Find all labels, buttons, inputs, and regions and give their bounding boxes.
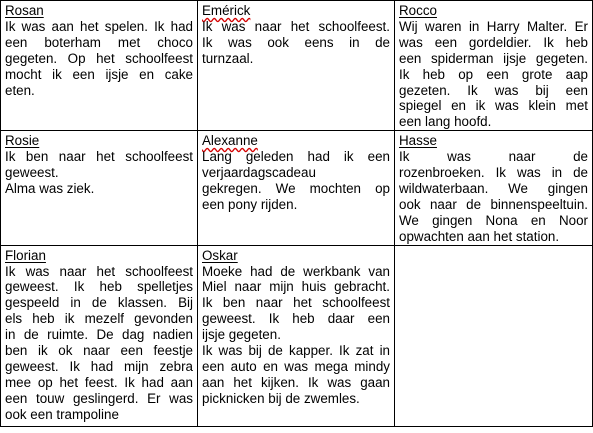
story-line: Ik ben naar het schoolfeest: [5, 149, 193, 165]
table-row: [1, 1, 593, 131]
story-line: Ik was naar het schoolfeest.: [202, 18, 390, 34]
story-line: Ik ben naar het schoolfeest: [202, 295, 390, 311]
story-line: geweest. Ik heb spelletjes: [5, 279, 193, 295]
story-line: spiegel en ik was klein met: [399, 98, 588, 114]
table-row: [1, 131, 593, 245]
story-line: ijsje gegeten.: [202, 327, 281, 343]
story-line: aan het kijken. Ik was gaan: [202, 374, 390, 390]
child-name: Rosan: [5, 3, 44, 18]
story-line: Ik heb op een grote aap: [399, 66, 588, 82]
story-line: in de ruimte. De dag nadien: [5, 327, 193, 343]
story-line: gegeten. Op het schoolfeest: [5, 50, 193, 66]
story-line: Ik was naar de: [399, 149, 588, 165]
story-cell-oskar: [198, 245, 395, 426]
story-text: [5, 19, 193, 99]
story-cell-florian: [1, 245, 198, 426]
story-line: turnzaal.: [202, 50, 254, 66]
story-cell-rocco: [395, 1, 593, 131]
story-line: opwachten aan het station.: [399, 228, 560, 244]
story-line: We gingen Nona en Noor: [399, 212, 588, 228]
story-line: Ik was aan het spelen. Ik had: [5, 18, 193, 34]
child-name: Oskar: [202, 247, 238, 263]
story-line: geweest. Ik heb daar een: [202, 311, 390, 327]
story-text: [202, 149, 390, 213]
story-text: [202, 264, 390, 407]
story-line: mee op het feest. Ik had aan: [5, 374, 193, 390]
story-line: Ik was bij de kapper. Ik zat in: [202, 343, 390, 359]
story-line: Wij waren in Harry Malter. Er: [399, 18, 588, 34]
story-line: Miel naar mijn huis gebracht.: [202, 279, 390, 295]
story-line: een boterham met choco: [5, 34, 193, 50]
story-line: gezeten. Ik was bij een: [399, 82, 588, 98]
story-text: [5, 149, 193, 197]
story-line: ook een trampoline: [5, 406, 119, 422]
story-line: gekregen. We mochten op: [202, 180, 390, 196]
story-line: een touw geslingerd. Er was: [5, 390, 193, 406]
story-line: Ik was ook eens in de: [202, 34, 390, 50]
story-line: Alma was ziek.: [5, 180, 95, 196]
story-line: Lang geleden had ik een: [202, 149, 390, 165]
story-text: [399, 19, 588, 130]
story-line: mocht ik een ijsje en cake: [5, 66, 193, 82]
story-text: [5, 264, 193, 423]
story-line: een pony rijden.: [202, 196, 298, 212]
story-line: els heb ik mezelf gevonden: [5, 311, 193, 327]
story-line: rozenbroeken. Ik was in de: [399, 165, 588, 181]
story-line: ben ik ok naar een feestje: [5, 343, 193, 359]
story-line: Ik was naar het schoolfeest: [5, 263, 193, 279]
story-line: gespeeld in de klassen. Bij: [5, 295, 193, 311]
table-row: [1, 245, 593, 426]
story-cell-emerick: [198, 1, 395, 131]
story-line: een lang hoofd.: [399, 114, 492, 130]
story-cell-rosan: [1, 1, 198, 131]
story-line: geweest.: [5, 165, 59, 181]
child-name: Hasse: [399, 133, 437, 149]
story-text: [202, 19, 390, 67]
story-line: ook naar de binnenspeeltuin.: [399, 196, 588, 212]
empty-cell: [395, 245, 593, 426]
story-cell-hasse: [395, 131, 593, 245]
child-name: Rosie: [5, 133, 40, 149]
story-line: Moeke had de werkbank van: [202, 263, 390, 279]
story-line: verjaardagscadeau: [202, 165, 316, 181]
child-name: Rocco: [399, 3, 437, 18]
story-line: was een gordeldier. Ik heb: [399, 34, 588, 50]
story-line: een auto en was mega mindy: [202, 358, 390, 374]
child-name: Florian: [5, 247, 46, 263]
story-line: eten.: [5, 82, 35, 98]
child-name: Emérick: [202, 3, 251, 18]
story-line: een spiderman ijsje gegeten.: [399, 50, 588, 66]
story-text: [399, 149, 588, 244]
story-cell-rosie: [1, 131, 198, 245]
story-line: geweest. Ik had mijn zebra: [5, 358, 193, 374]
child-name: Alexanne: [202, 133, 258, 149]
story-cell-alexanne: [198, 131, 395, 245]
story-line: wildwaterbaan. We gingen: [399, 180, 588, 196]
story-line: picknicken bij de zwemles.: [202, 390, 360, 406]
